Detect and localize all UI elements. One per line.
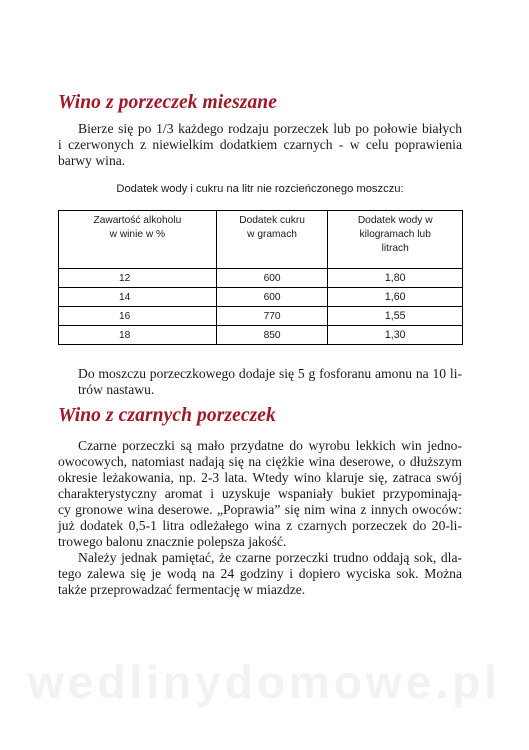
- header-line: Zawartość alkoholu: [93, 215, 182, 226]
- watermark: wedlinydomowe.pl: [28, 656, 501, 708]
- section-title-black-currant-wine: Wino z czarnych porzeczek: [58, 405, 276, 426]
- cell-sugar: 770: [216, 307, 328, 326]
- cell-alcohol: 18: [59, 326, 217, 345]
- text-line: trowego balonu znacznie polepsza jakość.: [58, 534, 287, 549]
- text-line: także przeprowadzać fermentację w miazdze.: [58, 582, 306, 597]
- cell-water: 1,55: [328, 307, 463, 326]
- cell-alcohol: 16: [59, 307, 217, 326]
- cell-sugar: 600: [216, 269, 328, 288]
- header-line: w gramach: [247, 229, 297, 240]
- header-line: kilogramach lub: [359, 229, 431, 240]
- table-caption: Dodatek wody i cukru na litr nie rozcieńczonego moszczu:: [116, 183, 404, 195]
- text-line: Czarne porzeczki są mało przydatne do wyrobu lekkich win jedno-: [78, 438, 462, 453]
- text-line: owocowych, natomiast nadają się na ciężkie wina deserowe, o dłuższym: [58, 454, 462, 469]
- text-line: cy gronowe wina deserowe. „Poprawia” się nim wina z innych owoców:: [58, 502, 462, 517]
- column-header-sugar: [216, 211, 328, 269]
- text-line: i czerwonych z niewielkim dodatkiem czarnych - w celu poprawienia: [58, 137, 462, 152]
- table-header-row: [59, 211, 463, 269]
- table-row: [59, 307, 463, 326]
- text-line: Należy jednak pamiętać, że czarne porzeczki trudno oddają sok, dla-: [78, 550, 462, 565]
- header-line: Dodatek cukru: [239, 215, 305, 226]
- cell-alcohol: 12: [59, 269, 217, 288]
- text-line: charakterystyczny aromat i uzyskuje wspaniały bukiet przypominają-: [58, 486, 462, 501]
- text-line: Do moszczu porzeczkowego dodaje się 5 g fosforanu amonu na 10 li-: [78, 366, 462, 381]
- text-line: barwy wina.: [58, 153, 126, 168]
- column-header-alcohol: [59, 211, 217, 269]
- text-line: tego zalewa się je wodą na 24 godziny i dopiero wyciska sok. Można: [58, 566, 462, 581]
- cell-water: 1,80: [328, 269, 463, 288]
- header-line: w winie w %: [109, 229, 166, 240]
- column-header-water: [328, 211, 463, 269]
- section-title-mixed-currant-wine: Wino z porzeczek mieszane: [58, 92, 277, 113]
- header-line: litrach: [381, 243, 409, 254]
- after-table-paragraph: [58, 366, 462, 398]
- cell-water: 1,60: [328, 288, 463, 307]
- cell-alcohol: 14: [59, 288, 217, 307]
- text-line: trów nastawu.: [78, 382, 155, 397]
- text-line: już dodatek 0,5-1 litra odleżałego wina z czarnych porzeczek do 20-li-: [58, 518, 462, 533]
- intro-paragraph: [58, 121, 462, 169]
- header-line: Dodatek wody w: [357, 215, 433, 226]
- pressing-paragraph: [58, 550, 462, 598]
- cell-sugar: 850: [216, 326, 328, 345]
- text-line: okresie leżakowania, np. 2-3 lata. Wtedy wino klaruje się, zatraca swój: [58, 470, 462, 485]
- cell-water: 1,30: [328, 326, 463, 345]
- table-row: [59, 269, 463, 288]
- water-sugar-table: [58, 210, 463, 345]
- text-line: Bierze się po 1/3 każdego rodzaju porzeczek lub po połowie białych: [78, 121, 462, 136]
- table-row: [59, 288, 463, 307]
- cell-sugar: 600: [216, 288, 328, 307]
- table-row: [59, 326, 463, 345]
- black-currant-paragraph: [58, 438, 462, 550]
